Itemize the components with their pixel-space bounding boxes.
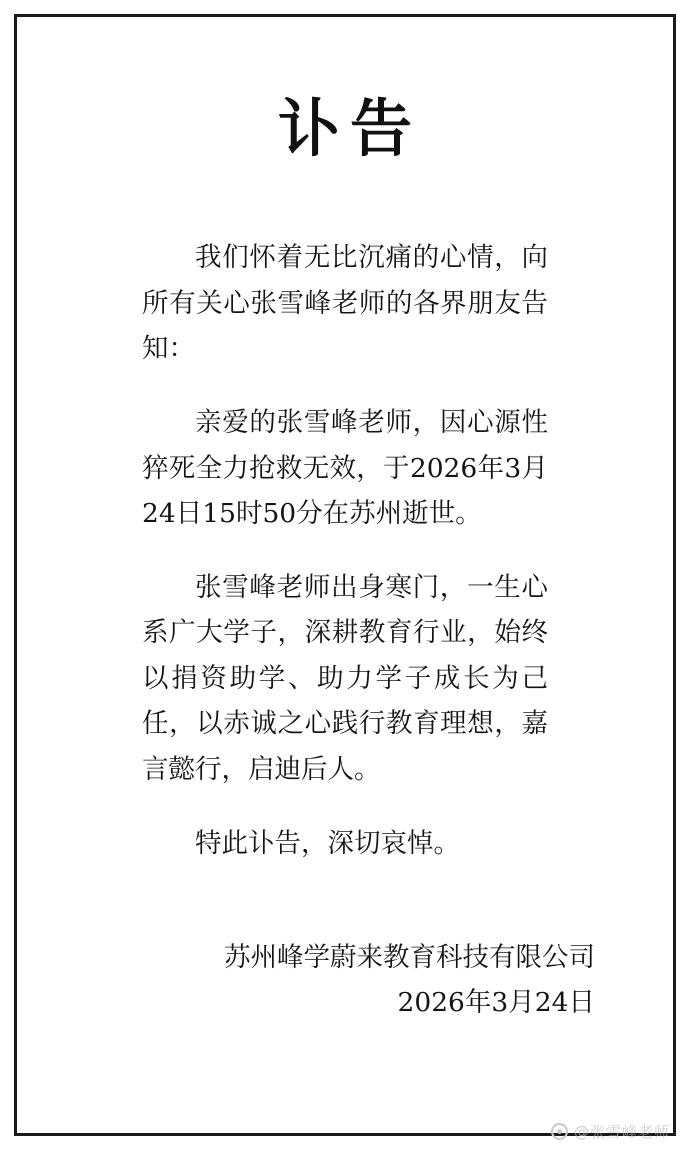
- watermark: [551, 1121, 670, 1142]
- signature-block: [17, 935, 673, 1025]
- weibo-eye-icon: [551, 1123, 568, 1140]
- document-inner: [17, 17, 673, 1133]
- notice-paragraph-4: 特此讣告，深切哀悼。: [195, 827, 460, 859]
- notice-paragraph-1: 我们怀着无比沉痛的心情，向所有关心张雪峰老师的各界朋友告知：: [142, 242, 548, 365]
- notice-paragraph-2: 亲爱的张雪峰老师，因心源性猝死全力抢救无效，于2026年3月24日15时50分在苏州逝世。: [142, 406, 548, 530]
- signature-organization: 苏州峰学蔚来教育科技有限公司: [224, 941, 595, 973]
- notice-paragraph-3: 张雪峰老师出身寒门，一生心系广大学子，深耕教育行业，始终以捐资助学、助力学子成长为己任，以赤诚之心践行教育理想，嘉言懿行，启迪后人。: [142, 571, 548, 785]
- page-title: 讣告: [277, 92, 422, 165]
- document-frame: [14, 14, 676, 1136]
- watermark-label: @张雪峰老师: [573, 1123, 670, 1141]
- signature-date: 2026年3月24日: [397, 986, 595, 1018]
- notice-body: [142, 163, 548, 866]
